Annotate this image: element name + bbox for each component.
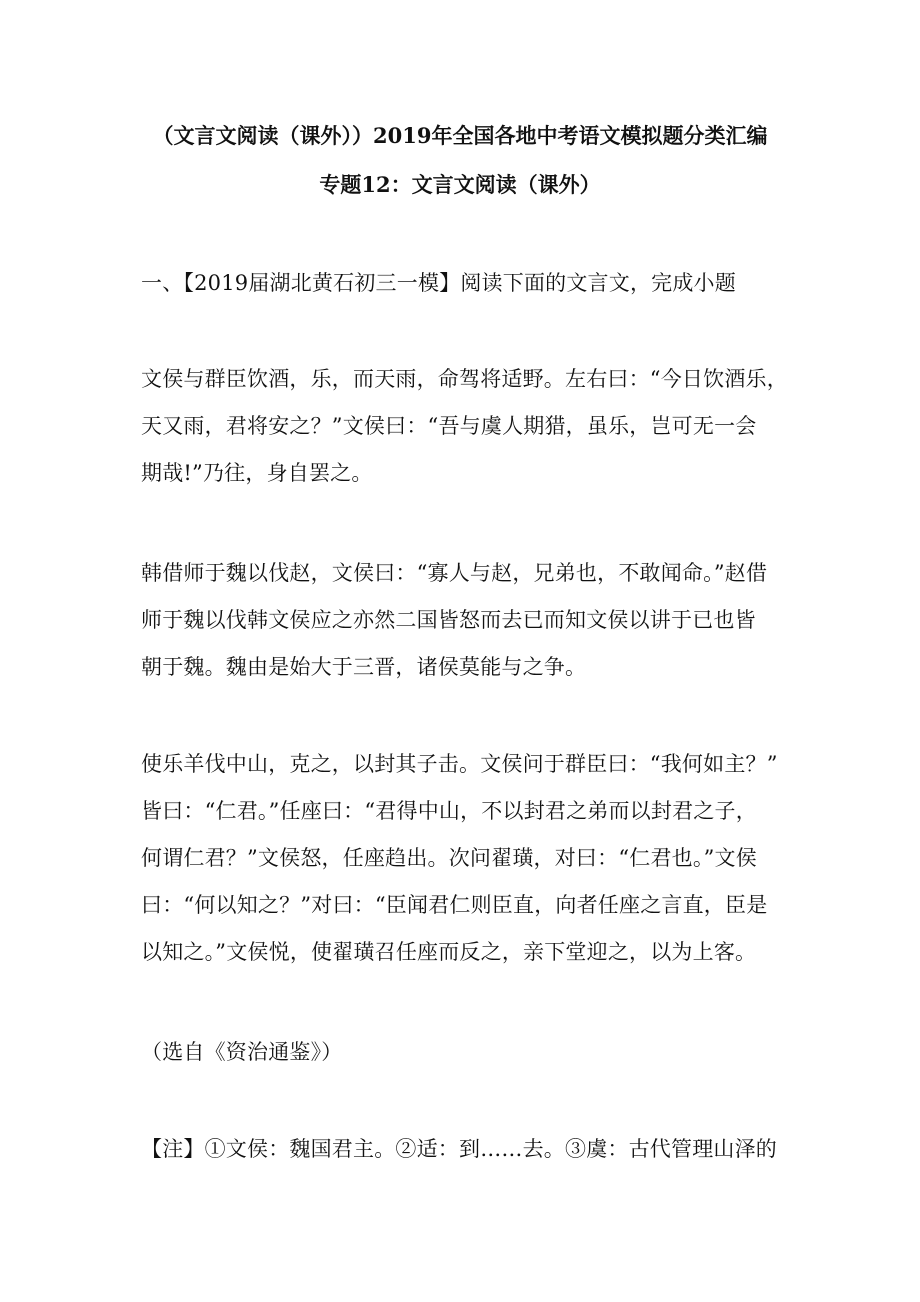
paragraph-line: 期哉!”乃往，身自罢之。 bbox=[141, 461, 373, 485]
paragraph-line: 曰：“何以知之？”对曰：“臣闻君仁则臣直，向者任座之言直，臣是 bbox=[141, 893, 768, 917]
section-heading bbox=[141, 260, 786, 307]
annotation-note-text: 【注】①文侯：魏国君主。②适：到……去。③虞：古代管理山泽的 bbox=[141, 1137, 777, 1161]
paragraph-line: 皆曰：“仁君。”任座曰：“君得中山，不以封君之弟而以封君之子， bbox=[141, 799, 757, 823]
section-heading-text: 一、【2019届湖北黄石初三一模】阅读下面的文言文，完成小题 bbox=[141, 271, 736, 295]
paragraph-line: 师于魏以伐韩文侯应之亦然二国皆怒而去已而知文侯以讲于已也皆 bbox=[141, 608, 756, 632]
passage-paragraph-3 bbox=[141, 741, 786, 976]
source-citation-text: （选自《资治通鉴》） bbox=[141, 1040, 343, 1064]
document-title: （文言文阅读（课外））2019年全国各地中考语文模拟题分类汇编 bbox=[152, 123, 768, 148]
passage-paragraph-2 bbox=[141, 550, 786, 691]
paragraph-line: 文侯与群臣饮酒，乐，而天雨，命驾将适野。左右曰：“今日饮酒乐， bbox=[141, 367, 788, 391]
passage-paragraph-1 bbox=[141, 356, 786, 497]
paragraph-line: 天又雨，君将安之？”文侯曰：“吾与虞人期猎，虽乐，岂可无一会 bbox=[141, 414, 757, 438]
paragraph-line: 使乐羊伐中山，克之，以封其子击。文侯问于群臣曰：“我何如主？” bbox=[141, 752, 778, 776]
document-subtitle: 专题12：文言文阅读（课外） bbox=[319, 172, 601, 197]
paragraph-line: 朝于魏。魏由是始大于三晋，诸侯莫能与之争。 bbox=[141, 655, 587, 679]
paragraph-line: 何谓仁君？”文侯怒，任座趋出。次问翟璜，对曰：“仁君也。”文侯 bbox=[141, 846, 757, 870]
annotation-note bbox=[141, 1126, 786, 1173]
source-citation bbox=[141, 1029, 786, 1076]
paragraph-line: 以知之。”文侯悦，使翟璜召任座而反之，亲下堂迎之，以为上客。 bbox=[141, 940, 757, 964]
paragraph-line: 韩借师于魏以伐赵，文侯曰：“寡人与赵，兄弟也，不敢闻命。”赵借 bbox=[141, 561, 768, 585]
